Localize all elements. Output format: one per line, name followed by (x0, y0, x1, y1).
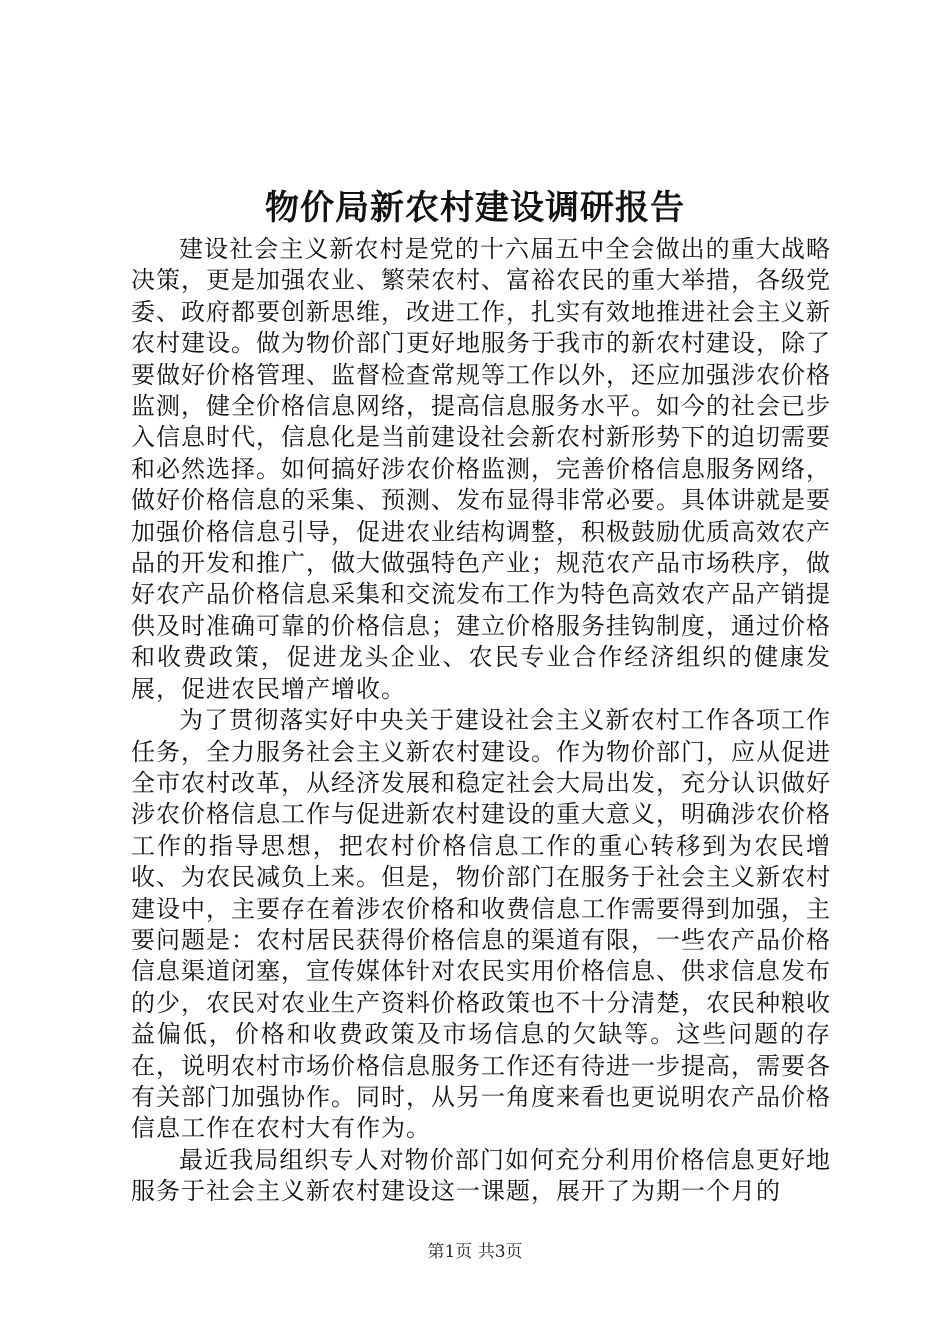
document-title: 物价局新农村建设调研报告 (265, 188, 685, 228)
body-paragraph-3: 最近我局组织专人对物价部门如何充分利用价格信息更好地服务于社会主义新农村建设这一课题，展开了为期一个月的 (131, 1145, 831, 1206)
page-number-footer: 第1页 共3页 (427, 1242, 523, 1262)
body-paragraph-1: 建设社会主义新农村是党的十六届五中全会做出的重大战略决策，更是加强农业、繁荣农村、富裕农民的重大举措，各级党委、政府都要创新思维，改进工作，扎实有效地推进社会主义新农村建设。做为物价部门更好地服务于我市的新农村建设，除了要做好价格管理、监督检查常规等工作以外，还应加强涉农价格监测，健全价格信息网络，提高信息服务水平。如今的社会已步入信息时代，信息化是当前建设社会新农村新形势下的迫切需要和必然选择。如何搞好涉农价格监测，完善价格信息服务网络，做好价格信息的采集、预测、发布显得非常必要。具体讲就是要加强价格信息引导，促进农业结构调整，积极鼓励优质高效农产品的开发和推广，做大做强特色产业；规范农产品市场秩序，做好农产品价格信息采集和交流发布工作为特色高效农产品产销提供及时准确可靠的价格信息；建立价格服务挂钩制度，通过价格和收费政策，促进龙头企业、农民专业合作经济组织的健康发展，促进农民增产增收。 (131, 235, 831, 703)
body-paragraph-2: 为了贯彻落实好中央关于建设社会主义新农村工作各项工作任务，全力服务社会主义新农村建设。作为物价部门，应从促进全市农村改革，从经济发展和稳定社会大局出发，充分认识做好涉农价格信息工作与促进新农村建设的重大意义，明确涉农价格工作的指导思想，把农村价格信息工作的重心转移到为农民增收、为农民减负上来。但是，物价部门在服务于社会主义新农村建设中，主要存在着涉农价格和收费信息工作需要得到加强，主要问题是：农村居民获得价格信息的渠道有限，一些农产品价格信息渠道闭塞，宣传媒体针对农民实用价格信息、供求信息发布的少，农民对农业生产资料价格政策也不十分清楚，农民种粮收益偏低，价格和收费政策及市场信息的欠缺等。这些问题的存在，说明农村市场价格信息服务工作还有待进一步提高，需要各有关部门加强协作。同时，从另一角度来看也更说明农产品价格信息工作在农村大有作为。 (131, 706, 831, 1143)
document-body (131, 234, 831, 1208)
